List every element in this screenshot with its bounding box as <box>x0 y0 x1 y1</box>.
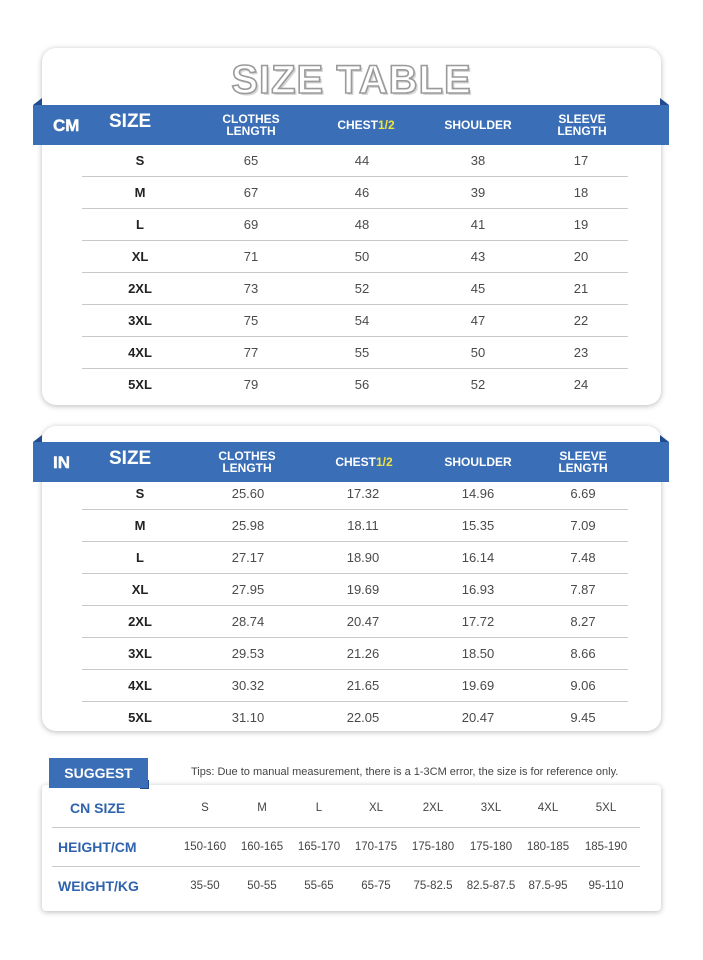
chest-cell: 17.32 <box>346 486 380 501</box>
suggest-cell: 87.5-95 <box>528 880 568 892</box>
in-unit-label: IN <box>53 453 70 472</box>
size-cell: 5XL <box>128 710 152 725</box>
sleeve-length-cell: 9.45 <box>570 710 596 725</box>
clothes-length-cell: 79 <box>243 377 259 392</box>
shoulder-cell: 16.14 <box>461 550 495 565</box>
table-row <box>82 510 628 542</box>
sleeve-length-cell: 21 <box>573 281 589 296</box>
shoulder-cell: 20.47 <box>461 710 495 725</box>
clothes-length-cell: 31.10 <box>231 710 265 725</box>
shoulder-cell: 18.50 <box>461 646 495 661</box>
suggest-row-height <box>52 828 640 867</box>
suggest-cell: 170-175 <box>354 841 398 853</box>
cm-header-band <box>33 105 669 145</box>
clothes-length-cell: 25.60 <box>231 486 265 501</box>
sleeve-length-cell: 22 <box>573 313 589 328</box>
clothes-length-cell: 67 <box>243 185 259 200</box>
suggest-cell: XL <box>368 802 384 814</box>
size-cell: S <box>135 486 145 501</box>
size-cell: 3XL <box>128 313 152 328</box>
table-row <box>82 337 628 369</box>
suggest-cell: 5XL <box>595 802 617 814</box>
clothes-length-cell: 69 <box>243 217 259 232</box>
size-cell: 2XL <box>128 281 152 296</box>
page-title: SIZE TABLE <box>231 58 472 102</box>
sleeve-length-cell: 19 <box>573 217 589 232</box>
clothes-length-cell: 77 <box>243 345 259 360</box>
size-cell: M <box>134 518 146 533</box>
table-row <box>82 638 628 670</box>
header-clothes-length: CLOTHES LENGTH <box>222 112 280 138</box>
in-header-band <box>33 442 669 482</box>
sleeve-length-cell: 8.66 <box>570 646 596 661</box>
clothes-length-cell: 30.32 <box>231 678 265 693</box>
table-row <box>82 702 628 733</box>
header-size: SIZE <box>109 447 152 469</box>
chest-cell: 18.11 <box>347 518 379 533</box>
header-shoulder: SHOULDER <box>444 455 512 469</box>
shoulder-cell: 47 <box>470 313 486 328</box>
suggest-cell: 165-170 <box>297 841 341 853</box>
shoulder-cell: 39 <box>470 185 486 200</box>
table-row <box>82 478 628 510</box>
suggest-cell: L <box>315 802 323 814</box>
table-row <box>82 209 628 241</box>
chest-cell: 52 <box>354 281 370 296</box>
chest-cell: 18.90 <box>346 550 380 565</box>
chest-cell: 55 <box>354 345 370 360</box>
chest-cell: 54 <box>354 313 370 328</box>
header-chest-label: CHEST <box>335 455 376 469</box>
size-cell: S <box>135 153 145 168</box>
size-cell: 5XL <box>128 377 152 392</box>
sleeve-length-cell: 8.27 <box>570 614 596 629</box>
chest-cell: 48 <box>354 217 370 232</box>
table-row <box>82 305 628 337</box>
sleeve-length-cell: 9.06 <box>570 678 596 693</box>
suggest-cell: 2XL <box>422 802 444 814</box>
cn-size-label: CN SIZE <box>70 800 126 816</box>
clothes-length-cell: 25.98 <box>231 518 265 533</box>
header-chest-label: CHEST <box>337 118 378 132</box>
header-shoulder: SHOULDER <box>444 118 512 132</box>
shoulder-cell: 45 <box>470 281 486 296</box>
size-cell: L <box>136 217 144 232</box>
suggest-cell: 65-75 <box>361 880 391 892</box>
suggest-cell: 175-180 <box>411 841 455 853</box>
size-cell: XL <box>131 582 149 597</box>
sleeve-length-cell: 17 <box>573 153 589 168</box>
clothes-length-cell: 71 <box>243 249 259 264</box>
table-row <box>82 273 628 305</box>
suggest-cell: 75-82.5 <box>413 880 453 892</box>
chest-cell: 56 <box>354 377 370 392</box>
suggest-cell: 185-190 <box>584 841 628 853</box>
clothes-length-cell: 73 <box>243 281 259 296</box>
sleeve-length-cell: 18 <box>573 185 589 200</box>
table-row <box>82 542 628 574</box>
clothes-length-cell: 29.53 <box>231 646 265 661</box>
suggest-cell: 95-110 <box>588 880 624 892</box>
sleeve-length-cell: 6.69 <box>570 486 596 501</box>
weight-label: WEIGHT/KG <box>58 878 139 894</box>
shoulder-cell: 43 <box>470 249 486 264</box>
suggest-cell: 35-50 <box>190 880 220 892</box>
chest-cell: 19.69 <box>346 582 380 597</box>
size-cell: 4XL <box>128 345 152 360</box>
table-row <box>82 369 628 400</box>
shoulder-cell: 50 <box>470 345 486 360</box>
size-cell: XL <box>131 249 149 264</box>
size-cell: L <box>136 550 144 565</box>
suggest-row-cn-size <box>52 789 640 828</box>
shoulder-cell: 41 <box>470 217 486 232</box>
clothes-length-cell: 65 <box>243 153 259 168</box>
table-row <box>82 574 628 606</box>
suggest-cell: 55-65 <box>304 880 334 892</box>
sleeve-length-cell: 7.87 <box>570 582 596 597</box>
suggest-cell: S <box>201 802 209 814</box>
tips-text: Tips: Due to manual measurement, there is a 1-3CM error, the size is for reference only. <box>191 766 619 778</box>
cm-unit-label: CM <box>53 116 80 135</box>
sleeve-length-cell: 20 <box>573 249 589 264</box>
table-row <box>82 606 628 638</box>
chest-cell: 50 <box>354 249 370 264</box>
chest-cell: 46 <box>354 185 370 200</box>
sleeve-length-cell: 7.09 <box>570 518 596 533</box>
suggest-cell: 150-160 <box>183 841 227 853</box>
header-chest-fraction: 1/2 <box>375 455 393 469</box>
table-row <box>82 177 628 209</box>
shoulder-cell: 38 <box>470 153 486 168</box>
shoulder-cell: 14.96 <box>461 486 495 501</box>
suggest-cell: 50-55 <box>247 880 277 892</box>
suggest-cell: M <box>257 802 267 814</box>
size-cell: 3XL <box>128 646 152 661</box>
chest-cell: 22.05 <box>346 710 380 725</box>
chest-cell: 20.47 <box>346 614 380 629</box>
chest-cell: 21.65 <box>346 678 380 693</box>
header-chest <box>316 105 416 145</box>
suggest-cell: 180-185 <box>526 841 570 853</box>
shoulder-cell: 17.72 <box>461 614 495 629</box>
header-clothes-length: CLOTHES LENGTH <box>218 449 276 475</box>
suggest-cell: 3XL <box>480 802 502 814</box>
shoulder-cell: 16.93 <box>461 582 495 597</box>
header-chest-fraction: 1/2 <box>377 118 395 132</box>
table-row <box>82 670 628 702</box>
header-sleeve-length: SLEEVE LENGTH <box>557 112 607 138</box>
suggest-tab: SUGGEST <box>49 758 148 788</box>
header-size: SIZE <box>109 110 152 132</box>
sleeve-length-cell: 24 <box>573 377 589 392</box>
size-cell: 4XL <box>128 678 152 693</box>
header-chest <box>314 442 414 482</box>
height-label: HEIGHT/CM <box>58 839 137 855</box>
table-row <box>82 241 628 273</box>
size-cell: M <box>134 185 146 200</box>
clothes-length-cell: 27.17 <box>231 550 265 565</box>
suggest-cell: 4XL <box>537 802 559 814</box>
suggest-cell: 175-180 <box>469 841 513 853</box>
suggest-cell: 160-165 <box>240 841 284 853</box>
shoulder-cell: 52 <box>470 377 486 392</box>
suggest-cell: 82.5-87.5 <box>466 880 516 892</box>
chest-cell: 21.26 <box>346 646 380 661</box>
shoulder-cell: 19.69 <box>461 678 495 693</box>
sleeve-length-cell: 23 <box>573 345 589 360</box>
clothes-length-cell: 28.74 <box>231 614 265 629</box>
suggest-row-weight <box>52 867 640 905</box>
size-cell: 2XL <box>128 614 152 629</box>
header-sleeve-length: SLEEVE LENGTH <box>558 449 608 475</box>
clothes-length-cell: 75 <box>243 313 259 328</box>
table-row <box>82 145 628 177</box>
shoulder-cell: 15.35 <box>461 518 495 533</box>
chest-cell: 44 <box>354 153 370 168</box>
sleeve-length-cell: 7.48 <box>570 550 596 565</box>
clothes-length-cell: 27.95 <box>231 582 265 597</box>
